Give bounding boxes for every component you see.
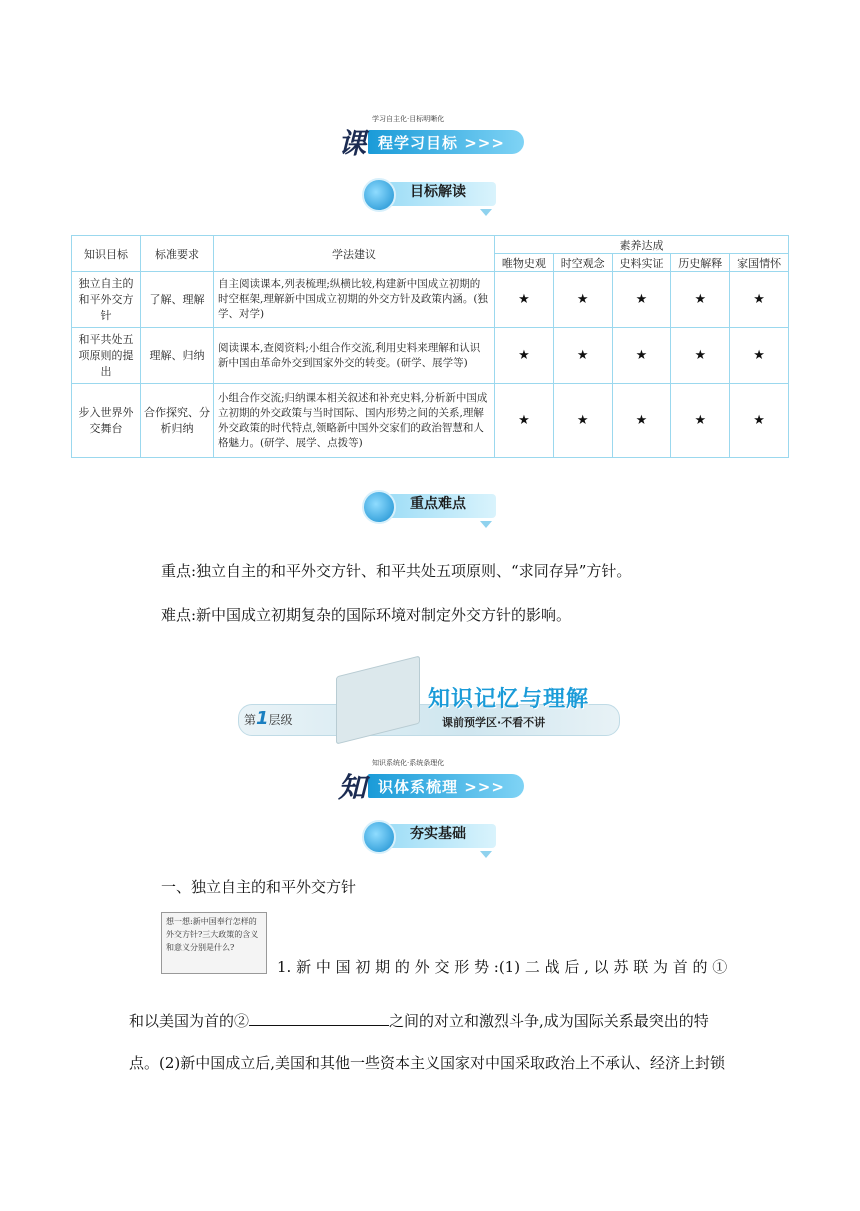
pill-label: 重点难点 — [410, 496, 466, 512]
body-line-1: 1. 新 中 国 初 期 的 外 交 形 势 :(1) 二 战 后 , 以 苏 联 为 首 的 ① — [277, 958, 728, 976]
star-icon: ★ — [612, 272, 671, 328]
level-tag: 第1层级 — [244, 708, 293, 729]
header-goal: 知识目标 — [72, 236, 141, 272]
key-points-header — [362, 490, 498, 522]
cell-standard: 了解、理解 — [141, 272, 214, 328]
star-icon: ★ — [671, 272, 730, 328]
star-icon: ★ — [730, 272, 789, 328]
star-icon: ★ — [730, 328, 789, 384]
level-banner — [232, 660, 622, 742]
key-point-text: 重点:独立自主的和平外交方针、和平共处五项原则、“求同存异”方针。 — [161, 562, 632, 580]
star-icon: ★ — [495, 384, 554, 458]
header-literacy-col: 时空观念 — [553, 254, 612, 272]
circle-icon — [362, 178, 396, 212]
thinking-question-box: 想一想:新中国奉行怎样的外交方针?三大政策的含义和意义分别是什么? — [161, 912, 267, 974]
goals-table — [71, 235, 789, 458]
goal-interpretation-header — [362, 178, 498, 210]
header-standard: 标准要求 — [141, 236, 214, 272]
cell-goal: 和平共处五项原则的提出 — [72, 328, 141, 384]
difficult-point-text: 难点:新中国成立初期复杂的国际环境对制定外交方针的影响。 — [161, 606, 572, 624]
star-icon: ★ — [671, 384, 730, 458]
star-icon: ★ — [730, 384, 789, 458]
check-circle-icon — [362, 490, 396, 524]
section-heading: 一、独立自主的和平外交方针 — [161, 878, 357, 896]
star-icon: ★ — [495, 328, 554, 384]
banner-bar — [368, 130, 524, 154]
star-icon: ★ — [612, 328, 671, 384]
body-line-3: 点。(2)新中国成立后,美国和其他一些资本主义国家对中国采取政治上不承认、经济上封锁 — [129, 1054, 726, 1072]
banner-subtitle: 知识系统化·系统条理化 — [372, 759, 445, 767]
table-row — [72, 328, 789, 384]
banner-bar — [368, 774, 524, 798]
body-line-2: 和以美国为首的② 之间的对立和激烈斗争,成为国际关系最突出的特 — [129, 1012, 709, 1030]
arrow-down-icon — [480, 209, 492, 216]
star-icon: ★ — [553, 384, 612, 458]
banner-subtitle: 学习自主化·目标明晰化 — [372, 115, 445, 123]
knowledge-system-banner — [332, 756, 528, 804]
table-row — [72, 384, 789, 458]
star-icon: ★ — [553, 328, 612, 384]
header-literacy-col: 家国情怀 — [730, 254, 789, 272]
cell-standard: 理解、归纳 — [141, 328, 214, 384]
header-literacy-col: 历史解释 — [671, 254, 730, 272]
level-subtitle: 课前预学区·不看不讲 — [442, 716, 546, 729]
basics-header — [362, 820, 498, 852]
star-icon: ★ — [495, 272, 554, 328]
cell-standard: 合作探究、分析归纳 — [141, 384, 214, 458]
cell-advice: 阅读课本,查阅资料;小组合作交流,利用史料来理解和认识新中国由革命外交到国家外交的转变。(研学、展学等) — [214, 328, 495, 384]
cell-goal: 步入世界外交舞台 — [72, 384, 141, 458]
pill-label: 目标解读 — [410, 184, 466, 200]
course-goals-banner — [332, 112, 528, 160]
header-literacy-col: 唯物史观 — [495, 254, 554, 272]
header-literacy-col: 史料实证 — [612, 254, 671, 272]
circle-icon — [362, 820, 396, 854]
banner-big-char: 知 — [338, 771, 367, 804]
banner-title: 识体系梳理 >>> — [378, 778, 505, 796]
header-advice: 学法建议 — [214, 236, 495, 272]
star-icon: ★ — [553, 272, 612, 328]
arrow-down-icon — [480, 851, 492, 858]
level-title: 知识记忆与理解 — [428, 687, 590, 712]
cell-advice: 小组合作交流;归纳课本相关叙述和补充史料,分析新中国成立初期的外交政策与当时国际、国内形势之间的关系,理解外交政策的时代特点,领略新中国外交家们的政治智慧和人格魅力。(研学、展学、点拨等) — [214, 384, 495, 458]
cell-advice: 自主阅读课本,列表梳理;纵横比较,构建新中国成立初期的时空框架,理解新中国成立初期的外交方针及政策内涵。(独学、对学) — [214, 272, 495, 328]
banner-title: 程学习目标 >>> — [378, 134, 505, 152]
star-icon: ★ — [612, 384, 671, 458]
header-literacy: 素养达成 — [495, 236, 789, 254]
banner-big-char: 课 — [338, 127, 367, 160]
blank-line — [249, 1011, 389, 1026]
table-row — [72, 272, 789, 328]
star-icon: ★ — [671, 328, 730, 384]
cell-goal: 独立自主的和平外交方针 — [72, 272, 141, 328]
arrow-down-icon — [480, 521, 492, 528]
pill-label: 夯实基础 — [410, 826, 466, 842]
